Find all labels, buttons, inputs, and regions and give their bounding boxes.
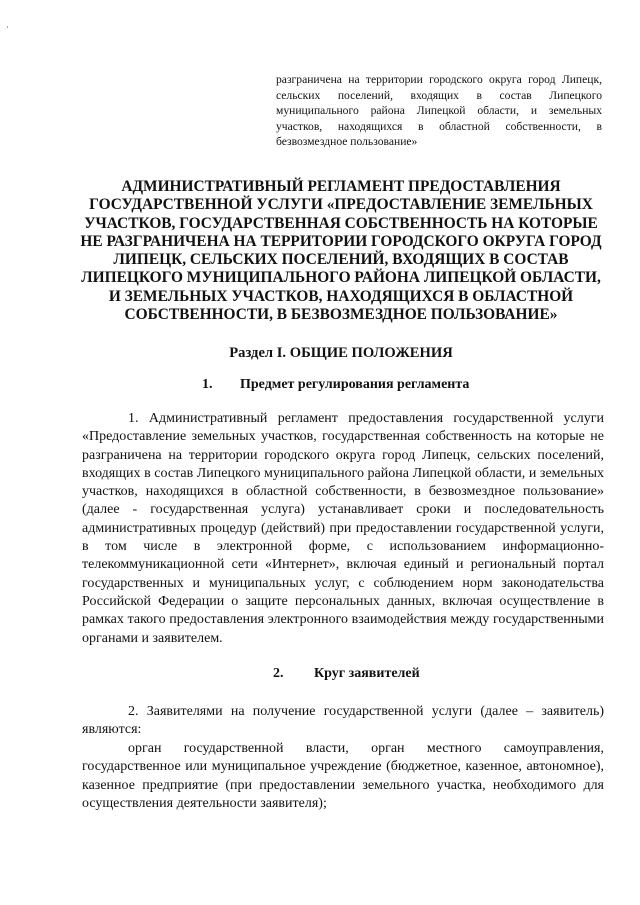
- document-title: АДМИНИСТРАТИВНЫЙ РЕГЛАМЕНТ ПРЕДОСТАВЛЕНИЯ ГОСУДАРСТВЕННОЙ УСЛУГИ «ПРЕДОСТАВЛЕНИЕ ЗЕМЕЛЬНЫХ УЧАСТКОВ, ГОСУДАРСТВЕННАЯ СОБСТВЕННОСТЬ НА КОТОРЫЕ НЕ РАЗГРАНИЧЕНА НА ТЕРРИТОРИИ ГОРОДСКОГО ОКРУГА ГОРОД ЛИПЕЦК, СЕЛЬСКИХ ПОСЕЛЕНИЙ, ВХОДЯЩИХ В СОСТАВ ЛИПЕЦКОГО МУНИЦИПАЛЬНОГО РАЙОНА ЛИПЕЦКОЙ ОБЛАСТИ, И ЗЕМЕЛЬНЫХ УЧАСТКОВ, НАХОДЯЩИХСЯ В ОБЛАСТНОЙ СОБСТВЕННОСТИ, В БЕЗВОЗМЕЗДНОЕ ПОЛЬЗОВАНИЕ»: [80, 178, 602, 324]
- corner-mark: ·: [6, 22, 9, 32]
- paragraph-3-text: орган государственной власти, орган местного самоуправления, государственное или муниципальное учреждение (бюджетное, казенное, автономное), казенное предприятие (при предоставлении земельного участка, необходимого для осуществления деятельности заявителя);: [82, 741, 604, 811]
- paragraph-1: [82, 410, 604, 648]
- header-note: разграничена на территории городского округа город Липецк, сельских поселений, входящих в состав Липецкого муниципального района Липецкой области, и земельных участков, находящихся в областной собственности, в безвозмездное пользование»: [276, 73, 602, 149]
- paragraph-1-text: 1. Административный регламент предоставления государственной услуги «Предоставление земельных участков, государственная собственность на которые не разграничена на территории городского округа город Липецк, сельских поселений, входящих в состав Липецкого муниципального района Липецкой области, и земельных участков, находящихся в областной собственности, в безвозмездное пользование» (далее - государственная услуга) устанавливает сроки и последовательность административных процедур (действий) при предоставлении государственной услуги, в том числе в электронной форме, с использованием информационно-телекоммуникационной сети «Интернет», включая единый и региональный портал государственных и муниципальных услуг, с соблюдением норм законодательства Российской Федерации о защите персональных данных, включая осуществление в рамках такого предоставления электронного взаимодействия между государственными органами и заявителем.: [82, 411, 604, 646]
- subsection-2-number: 2.: [273, 666, 284, 681]
- subsection-1-number: 1.: [202, 377, 213, 392]
- subsection-1-title: Предмет регулирования регламента: [240, 377, 470, 392]
- paragraph-2: [82, 703, 604, 740]
- paragraph-2-text: 2. Заявителями на получение государственной услуги (далее – заявитель) являются:: [82, 704, 604, 738]
- section-heading: Раздел I. ОБЩИЕ ПОЛОЖЕНИЯ: [229, 345, 453, 361]
- paragraph-3: [82, 740, 604, 813]
- subsection-2-title: Круг заявителей: [314, 666, 420, 681]
